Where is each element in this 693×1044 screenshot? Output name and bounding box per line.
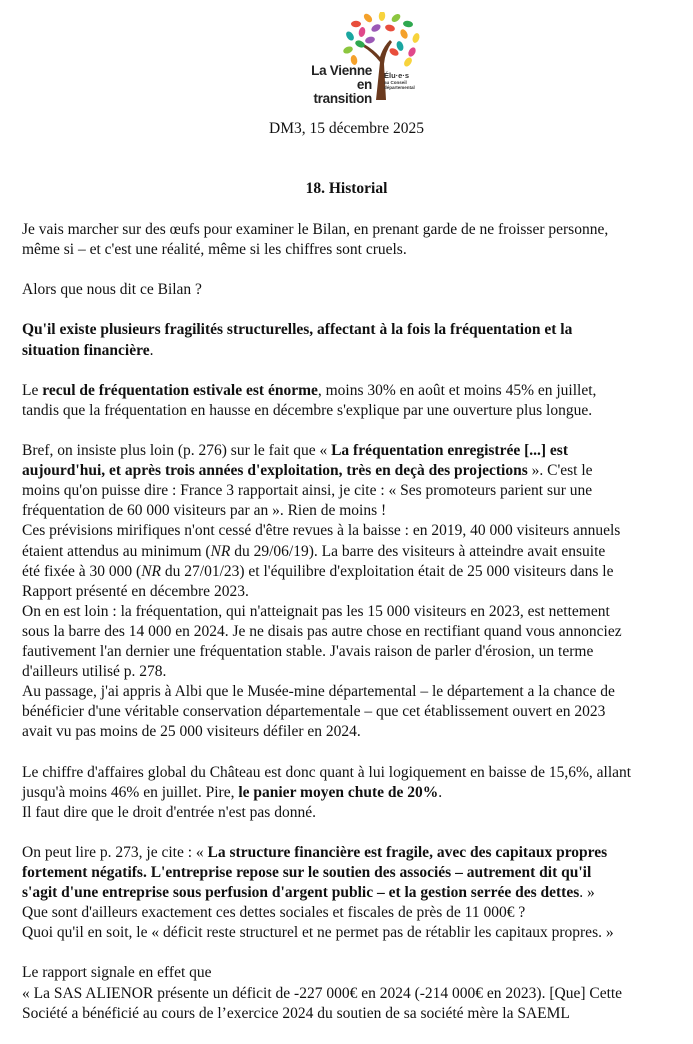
text-line: [22, 521, 693, 541]
leaf-shape: [364, 36, 375, 45]
text-segment: Il faut dire que le droit d'entrée n'est pas donné.: [22, 803, 316, 821]
text-line: [22, 240, 693, 260]
leaf-shape: [402, 56, 413, 68]
text-segment: .: [438, 783, 443, 801]
text-segment: , moins 30% en août et moins 45% en juillet,: [317, 381, 597, 399]
paragraph: [22, 441, 693, 742]
leaf-shape: [399, 28, 409, 40]
section-title: 18. Historial: [305, 180, 388, 197]
text-line: [22, 903, 693, 923]
text-segment: moins qu'on puisse dire : France 3 rapportait ainsi, je cite : « Ses promoteurs parient sur une: [22, 482, 593, 500]
paragraph: [22, 963, 693, 1023]
text-line: [22, 963, 693, 983]
text-segment: été fixée à 30 000 (: [22, 562, 142, 580]
text-line: [22, 662, 693, 682]
text-segment: tandis que la fréquentation en hausse en décembre s'explique par une ouverture plus longue.: [22, 401, 593, 419]
text-line: [22, 501, 693, 521]
text-segment: ». C'est le: [527, 462, 593, 480]
paragraph: [22, 763, 693, 823]
bold-text: recul de fréquentation estivale est énorme: [42, 381, 318, 399]
text-segment: .: [149, 341, 154, 359]
leaf-shape: [354, 39, 366, 49]
document-body: [22, 220, 693, 1044]
text-line: [22, 682, 693, 702]
text-line: [22, 220, 693, 240]
text-segment: d'ailleurs utilisé p. 278.: [22, 663, 167, 681]
text-line: [22, 441, 693, 461]
text-line: [22, 381, 693, 401]
bold-text: fortement négatifs. L'entreprise repose sur le soutien des associés – autrement dit qu'il: [22, 864, 592, 881]
text-segment: du 29/06/19). La barre des visiteurs à atteindre avait ensuite: [230, 542, 606, 560]
text-segment: fréquentation de 60 000 visiteurs par an ». Rien de moins !: [22, 502, 387, 520]
text-line: [22, 461, 693, 481]
text-line: [22, 783, 693, 803]
text-segment: Au passage, j'ai appris à Albi que le Musée-mine départemental – le département a la chance de: [22, 683, 615, 701]
text-segment: Rapport présenté en décembre 2023.: [22, 582, 249, 600]
leaf-shape: [370, 23, 382, 34]
text-segment: Société a bénéficié au cours de l’exercice 2024 du soutien de sa société mère la SAEML: [22, 1004, 570, 1022]
text-segment: bénéficier d'une véritable conservation départementale – que cet établissement ouvert en 2023: [22, 703, 606, 721]
text-line: [22, 341, 693, 361]
paragraph: [22, 320, 693, 360]
paragraph: [22, 220, 693, 260]
logo-sub2: au Conseil: [384, 80, 407, 85]
text-segment: étaient attendus au minimum (: [22, 542, 211, 560]
bold-text: le panier moyen chute de 20%: [238, 783, 439, 801]
paragraph: [22, 381, 693, 421]
text-segment: Le rapport signale en effet que: [22, 964, 212, 982]
text-segment: sous la barre des 14 000 en 2024. Je ne disais pas autre chose en rectifiant quand vous annonciez: [22, 622, 622, 640]
leaf-shape: [384, 24, 395, 33]
text-line: [22, 602, 693, 622]
text-segment: Bref, on insiste plus loin (p. 276) sur le fait que «: [22, 442, 332, 460]
text-segment: avait vu pas moins de 25 000 visiteurs défiler en 2024.: [22, 723, 361, 741]
text-segment: . »: [579, 884, 595, 902]
leaf-shape: [411, 32, 420, 44]
text-segment: Quoi qu'il en soit, le « déficit reste structurel et ne permet pas de rétablir les capitaux propres. »: [22, 924, 614, 942]
bold-text: s'agit d'une entreprise sous perfusion d'argent public – et la gestion serrée des dettes: [22, 884, 580, 902]
document-date: DM3, 15 décembre 2025: [269, 120, 424, 137]
leaf-shape: [378, 12, 385, 21]
leaf-shape: [358, 26, 366, 37]
text-line: [22, 481, 693, 501]
text-segment: Je vais marcher sur des œufs pour examiner le Bilan, en prenant garde de ne froisser personne,: [22, 221, 609, 238]
italic-text: NR: [141, 562, 162, 580]
text-segment: Ces prévisions mirifiques n'ont cessé d'être revues à la baisse : en 2019, 40 000 visiteurs annuels: [22, 522, 621, 540]
bold-text: La structure financière est fragile, avec des capitaux propres: [207, 843, 608, 861]
bold-text: situation financière: [22, 341, 150, 359]
text-line: [22, 863, 693, 883]
text-segment: Alors que nous dit ce Bilan ?: [22, 281, 202, 299]
logo-name: [298, 64, 372, 106]
leaf-shape: [351, 21, 361, 27]
logo-sub1: Élu·e·s: [384, 71, 410, 80]
bold-text: La fréquentation enregistrée [...] est: [331, 442, 568, 460]
paragraph: [22, 843, 693, 943]
text-segment: fautivement l'an dernier une fréquentation stable. J'avais raison de parler d'érosion, un terme: [22, 642, 594, 660]
leaf-shape: [403, 20, 414, 28]
text-segment: On peut lire p. 273, je cite : «: [22, 843, 208, 861]
text-line: [22, 622, 693, 642]
text-line: [22, 702, 693, 722]
text-segment: Le: [22, 381, 43, 399]
text-segment: même si – et c'est une réalité, même si les chiffres sont cruels.: [22, 241, 407, 259]
text-line: [22, 280, 693, 300]
text-line: [22, 763, 693, 783]
text-line: [22, 984, 693, 1004]
logo-name-line1: La Vienne: [311, 63, 372, 78]
text-line: [22, 923, 693, 943]
leaf-shape: [407, 46, 417, 58]
leaf-shape: [395, 40, 404, 52]
leaf-shape: [362, 12, 374, 24]
paragraph: [22, 280, 693, 300]
text-line: [22, 542, 693, 562]
text-segment: jusqu'à moins 46% en juillet. Pire,: [22, 783, 239, 801]
logo-subtitle: [384, 72, 415, 90]
leaf-shape: [342, 45, 354, 55]
text-line: [22, 642, 693, 662]
text-segment: Que sont d'ailleurs exactement ces dettes sociales et fiscales de près de 11 000€ ?: [22, 904, 526, 922]
text-line: [22, 883, 693, 903]
bold-text: Qu'il existe plusieurs fragilités structurelles, affectant à la fois la fréquentation et la: [22, 321, 573, 339]
text-line: [22, 843, 693, 863]
leaf-shape: [390, 12, 402, 23]
text-segment: « La SAS ALIENOR présente un déficit de -227 000€ en 2024 (-214 000€ en 2023). [Que] Cette: [22, 984, 623, 1002]
text-segment: Le chiffre d'affaires global du Château est donc quant à lui logiquement en baisse de 15,6%, allant: [22, 763, 632, 781]
text-line: [22, 803, 693, 823]
logo-name-line2: en transition: [313, 77, 372, 106]
text-line: [22, 562, 693, 582]
text-line: [22, 320, 693, 340]
logo-sub3: départemental: [384, 85, 415, 90]
text-segment: du 27/01/23) et l'équilibre d'exploitation était de 25 000 visiteurs dans le: [161, 562, 614, 580]
text-line: [22, 401, 693, 421]
bold-text: aujourd'hui, et après trois années d'exploitation, très en deçà des projections: [22, 462, 528, 480]
leaf-shape: [345, 30, 356, 42]
italic-text: NR: [210, 542, 231, 560]
text-line: [22, 722, 693, 742]
text-segment: On en est loin : la fréquentation, qui n'atteignait pas les 15 000 visiteurs en 2023, est nettement: [22, 602, 610, 620]
text-line: [22, 582, 693, 602]
text-line: [22, 1004, 693, 1024]
